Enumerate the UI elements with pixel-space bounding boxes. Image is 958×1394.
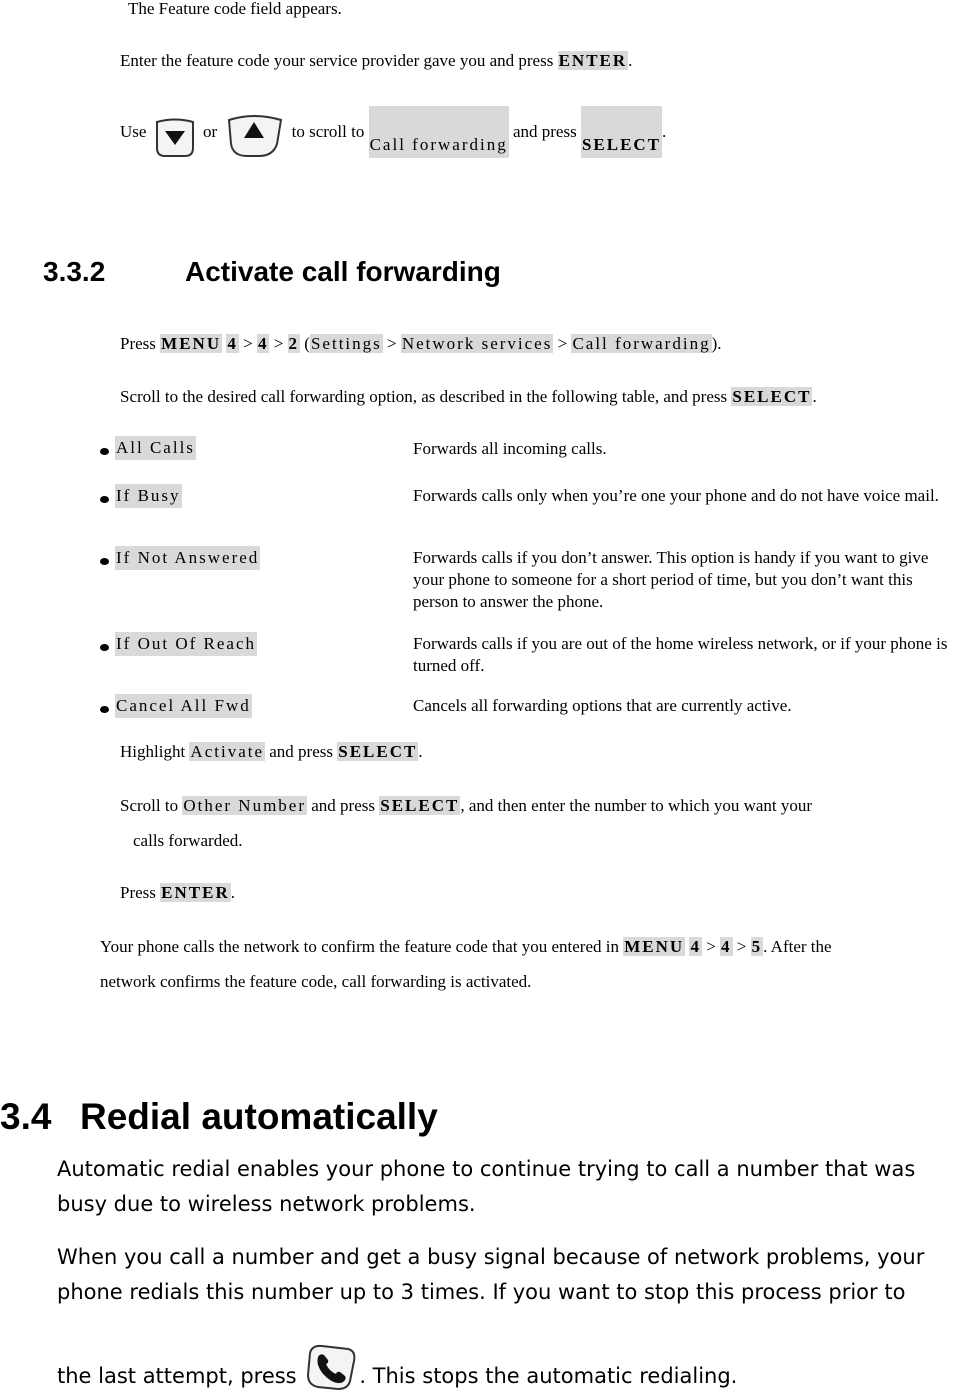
key-4: 4 [227, 334, 238, 353]
section-title-activate-call-forwarding: Activate call forwarding [185, 256, 501, 287]
select-key-label: SELECT [581, 106, 662, 158]
key-4: 4 [690, 937, 701, 956]
menu-key-label: MENU [161, 334, 222, 353]
bullet-icon [100, 558, 109, 565]
key-4: 4 [257, 334, 269, 353]
call-forwarding-menu-label: Call forwarding [369, 106, 509, 158]
section-number-3-3-2: 3.3.2 [43, 256, 106, 287]
option-description: Forwards calls if you are out of the home wireless network, or if your phone is turned off. [413, 634, 948, 675]
press-enter-step: Press ENTER. [120, 883, 235, 902]
other-number-step-continued: calls forwarded. [133, 831, 243, 850]
select-key-label: SELECT [338, 742, 418, 761]
redial-paragraph-1-line-2: busy due to wireless network problems. [57, 1192, 476, 1216]
select-key-label: SELECT [732, 387, 812, 406]
option-label: If Not Answered [115, 546, 260, 570]
scroll-up-button-icon [223, 114, 285, 158]
key-2: 2 [288, 334, 300, 353]
redial-paragraph-2-line-3: the last attempt, press . This stops the automatic redialing. [57, 1343, 737, 1394]
option-description: Forwards calls only when you’re one your phone and do not have voice mail. [413, 486, 939, 505]
bullet-icon [100, 644, 109, 651]
key-4: 4 [721, 937, 732, 956]
other-number-menu-label: Other Number [183, 796, 307, 815]
feature-code-note: The Feature code field appears. [128, 0, 342, 18]
bullet-icon [100, 448, 109, 455]
option-label: Cancel All Fwd [115, 694, 252, 718]
redial-paragraph-2-line-2: phone redials this number up to 3 times. If you want to stop this process prior to [57, 1280, 906, 1304]
settings-menu-label: Settings [310, 334, 382, 353]
option-description: Forwards all incoming calls. [413, 439, 607, 458]
select-key-label: SELECT [380, 796, 460, 815]
end-call-button-icon [304, 1343, 358, 1391]
highlight-activate-step: Highlight Activate and press SELECT. [120, 742, 423, 761]
redial-paragraph-2-line-1: When you call a number and get a busy signal because of network problems, your [57, 1245, 925, 1269]
call-forwarding-menu-label: Call forwarding [572, 334, 711, 353]
confirmation-note-continued: network confirms the feature code, call forwarding is activated. [100, 972, 532, 991]
option-label: All Calls [115, 436, 196, 460]
menu-path-step: Press MENU 4 > 4 > 2 (Settings > Network services > Call forwarding). [120, 334, 722, 353]
other-number-step: Scroll to Other Number and press SELECT, and then enter the number to which you want your [120, 796, 813, 815]
key-5: 5 [751, 937, 763, 956]
enter-feature-code-step: Enter the feature code your service provider gave you and press ENTER. [120, 51, 633, 70]
option-label: If Busy [115, 484, 182, 508]
network-services-menu-label: Network services [401, 334, 553, 353]
confirmation-note: Your phone calls the network to confirm the feature code that you entered in MENU 4 > 4 > 5. After the [100, 937, 832, 956]
option-description: Cancels all forwarding options that are currently active. [413, 696, 792, 715]
enter-key-label: ENTER [161, 883, 230, 902]
option-label: If Out Of Reach [115, 632, 257, 656]
bullet-icon [100, 496, 109, 503]
scroll-option-step: Scroll to the desired call forwarding option, as described in the following table, and press SELECT. [120, 387, 817, 406]
section-title-redial-automatically: Redial automatically [80, 1096, 438, 1137]
section-number-3-4: 3.4 [0, 1096, 52, 1137]
activate-menu-label: Activate [190, 742, 265, 761]
menu-key-label: MENU [624, 937, 685, 956]
scroll-step: Use or to scroll to Call forwarding and press SELECT. [120, 106, 666, 158]
bullet-icon [100, 706, 109, 713]
redial-paragraph-1-line-1: Automatic redial enables your phone to continue trying to call a number that was [57, 1157, 916, 1181]
enter-key-label: ENTER [558, 51, 628, 70]
option-description: Forwards calls if you don’t answer. This option is handy if you want to give your phone to someone for a short period of time, but you don’t want this person to answer the phone. [413, 548, 929, 611]
scroll-down-button-icon [153, 118, 197, 158]
